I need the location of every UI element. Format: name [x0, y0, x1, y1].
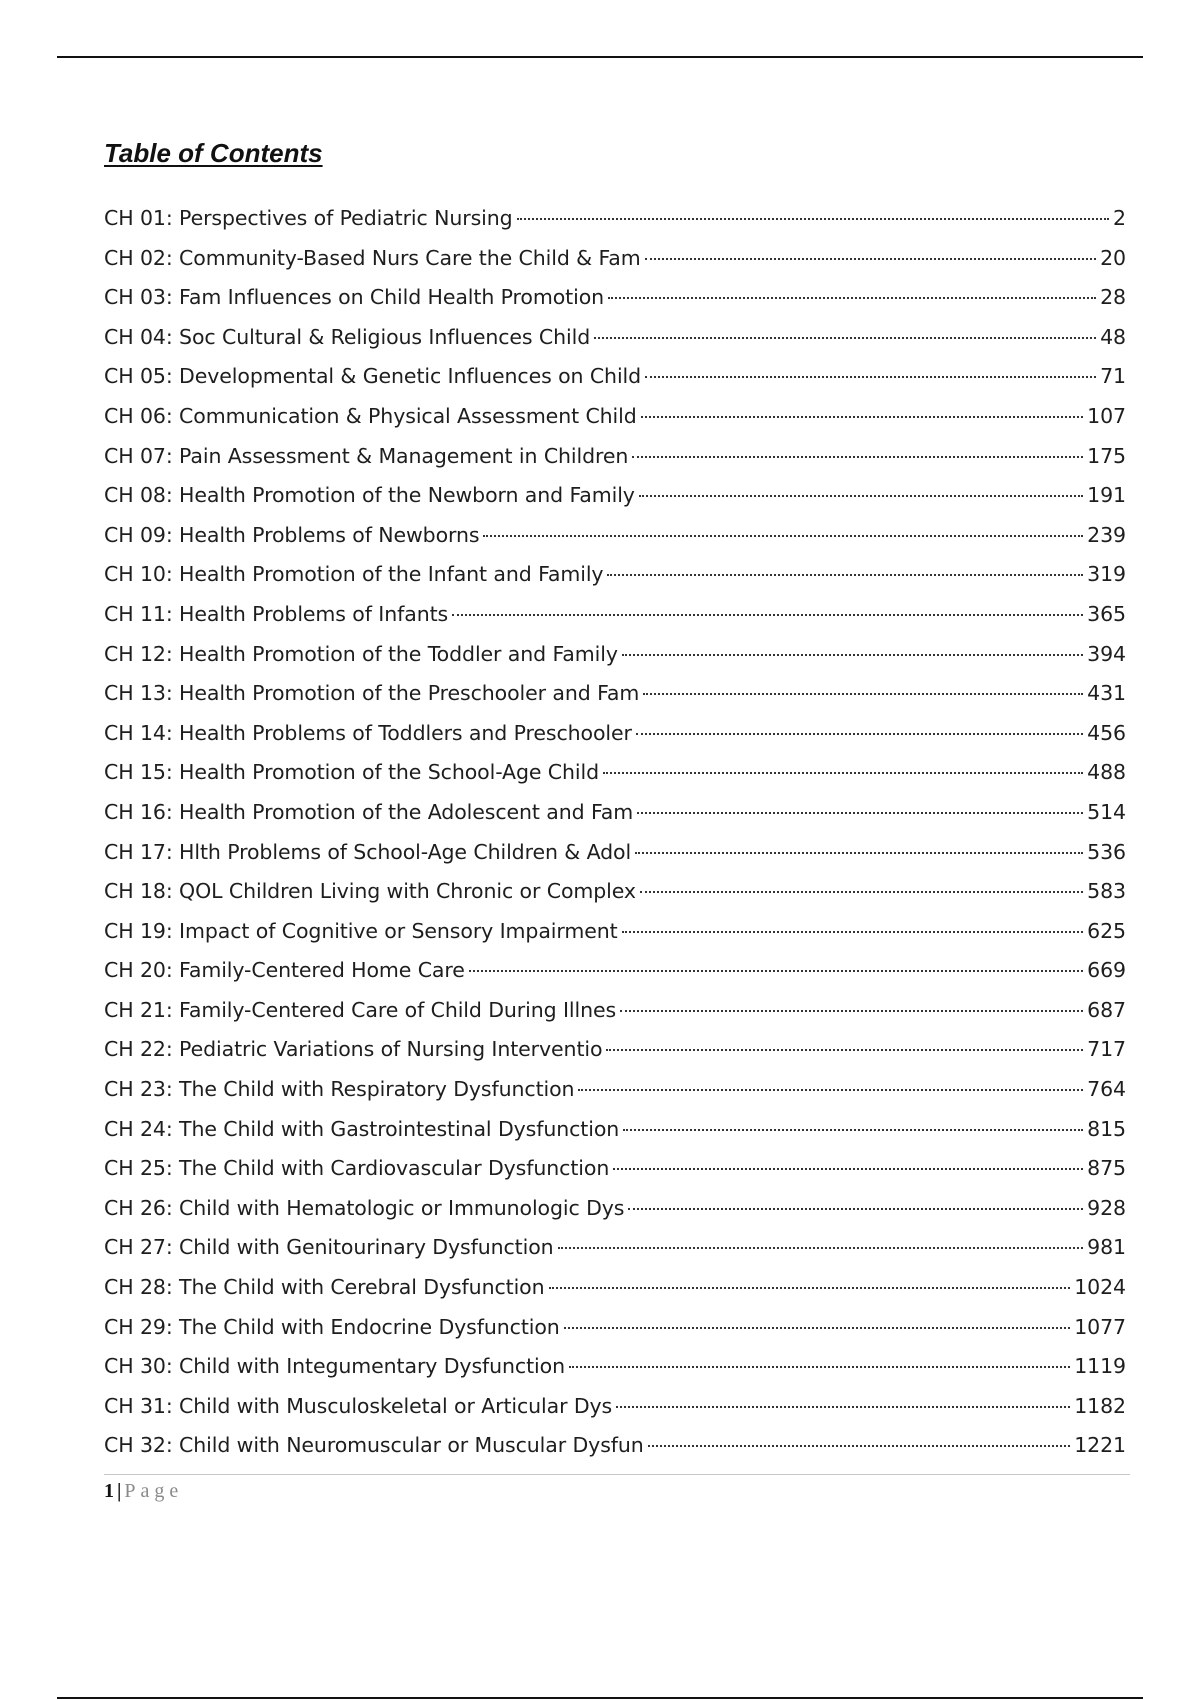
toc-entry-page: 319 [1087, 562, 1126, 587]
toc-entry-page: 687 [1087, 997, 1126, 1022]
toc-entry-page: 717 [1087, 1037, 1126, 1062]
toc-entry[interactable] [104, 1308, 1126, 1348]
toc-title: Table of Contents [104, 138, 323, 168]
toc-entry-label: CH 32: Child with Neuromuscular or Muscular Dysfun [104, 1433, 644, 1458]
toc-entry-label: CH 27: Child with Genitourinary Dysfunction [104, 1235, 554, 1260]
toc-entry[interactable] [104, 278, 1126, 318]
toc-entry-page: 20 [1100, 245, 1126, 270]
toc-entry[interactable] [104, 1189, 1126, 1229]
toc-entry-page: 764 [1087, 1077, 1126, 1102]
toc-dot-leader [616, 1406, 1070, 1408]
toc-dot-leader [564, 1327, 1071, 1329]
toc-dot-leader [639, 495, 1083, 497]
toc-entry-label: CH 18: QOL Children Living with Chronic or Complex [104, 879, 636, 904]
toc-entry-label: CH 23: The Child with Respiratory Dysfunction [104, 1077, 575, 1102]
toc-entry[interactable] [104, 1228, 1126, 1268]
toc-dot-leader [483, 535, 1083, 537]
toc-entry-page: 71 [1100, 364, 1126, 389]
toc-entry-label: CH 16: Health Promotion of the Adolescent and Fam [104, 799, 634, 824]
toc-entry[interactable] [104, 239, 1126, 279]
toc-entry[interactable] [104, 793, 1126, 833]
toc-entry[interactable] [104, 951, 1126, 991]
toc-entry-label: CH 19: Impact of Cognitive or Sensory Impairment [104, 918, 618, 943]
toc-entry[interactable] [104, 674, 1126, 714]
toc-entry[interactable] [104, 318, 1126, 358]
toc-entry-page: 456 [1087, 720, 1126, 745]
toc-entry-page: 875 [1087, 1156, 1126, 1181]
toc-entry-page: 2 [1113, 206, 1126, 230]
toc-entry-label: CH 13: Health Promotion of the Preschooler and Fam [104, 681, 640, 706]
toc-list [104, 199, 1126, 1466]
toc-entry-label: CH 29: The Child with Endocrine Dysfunction [104, 1314, 560, 1339]
toc-entry[interactable] [104, 912, 1126, 952]
toc-entry-label: CH 25: The Child with Cardiovascular Dysfunction [104, 1156, 610, 1181]
toc-dot-leader [452, 614, 1083, 616]
toc-entry-label: CH 30: Child with Integumentary Dysfunction [104, 1354, 565, 1379]
toc-dot-leader [622, 931, 1084, 933]
toc-dot-leader [622, 654, 1083, 656]
toc-entry-label: CH 06: Communication & Physical Assessment Child [104, 403, 637, 428]
toc-entry-label: CH 20: Family-Centered Home Care [104, 958, 465, 983]
toc-entry-label: CH 03: Fam Influences on Child Health Promotion [104, 285, 605, 310]
toc-entry-label: CH 05: Developmental & Genetic Influences on Child [104, 364, 642, 389]
toc-dot-leader [648, 1445, 1071, 1447]
toc-entry-page: 981 [1087, 1235, 1126, 1260]
toc-entry-page: 1182 [1074, 1393, 1126, 1418]
toc-entry-label: CH 14: Health Problems of Toddlers and Preschooler [104, 720, 632, 745]
toc-entry-page: 488 [1087, 760, 1126, 785]
toc-entry-label: CH 15: Health Promotion of the School-Age Child [104, 760, 600, 785]
toc-entry-label: CH 26: Child with Hematologic or Immunologic Dys [104, 1195, 625, 1220]
toc-entry[interactable] [104, 991, 1126, 1031]
toc-entry[interactable] [104, 714, 1126, 754]
toc-entry-page: 928 [1087, 1195, 1126, 1220]
toc-dot-leader [641, 416, 1084, 418]
toc-entry[interactable] [104, 1347, 1126, 1387]
toc-entry-page: 815 [1087, 1116, 1126, 1141]
top-rule [57, 56, 1143, 58]
toc-dot-leader [620, 1010, 1083, 1012]
toc-entry-page: 514 [1087, 799, 1126, 824]
toc-dot-leader [636, 733, 1083, 735]
toc-entry-page: 1119 [1074, 1354, 1126, 1379]
toc-dot-leader [607, 574, 1083, 576]
toc-entry[interactable] [104, 635, 1126, 675]
toc-entry-page: 48 [1100, 324, 1126, 349]
toc-entry-label: CH 09: Health Problems of Newborns [104, 522, 480, 547]
toc-dot-leader [569, 1366, 1070, 1368]
toc-entry-label: CH 08: Health Promotion of the Newborn and Family [104, 483, 635, 508]
toc-dot-leader [640, 891, 1083, 893]
bottom-rule [57, 1697, 1143, 1699]
toc-dot-leader [628, 1208, 1083, 1210]
toc-dot-leader [613, 1168, 1083, 1170]
toc-dot-leader [637, 812, 1083, 814]
toc-dot-leader [469, 970, 1083, 972]
footer-separator: | [117, 1480, 122, 1502]
toc-entry-label: CH 28: The Child with Cerebral Dysfunction [104, 1275, 545, 1300]
page-footer [104, 1478, 183, 1504]
toc-entry[interactable] [104, 1149, 1126, 1189]
toc-entry[interactable] [104, 753, 1126, 793]
toc-entry[interactable] [104, 1110, 1126, 1150]
toc-entry-page: 625 [1087, 918, 1126, 943]
toc-entry-label: CH 01: Perspectives of Pediatric Nursing [104, 206, 513, 230]
toc-dot-leader [645, 376, 1096, 378]
toc-entry-page: 431 [1087, 681, 1126, 706]
toc-dot-leader [635, 852, 1083, 854]
toc-entry-label: CH 22: Pediatric Variations of Nursing Interventio [104, 1037, 603, 1062]
toc-entry-page: 107 [1087, 403, 1126, 428]
toc-entry[interactable] [104, 833, 1126, 873]
toc-entry[interactable] [104, 872, 1126, 912]
toc-dot-leader [645, 258, 1096, 260]
toc-dot-leader [632, 456, 1083, 458]
toc-entry[interactable] [104, 595, 1126, 635]
toc-entry-page: 536 [1087, 839, 1126, 864]
toc-entry-label: CH 21: Family-Centered Care of Child During Illnes [104, 997, 617, 1022]
toc-entry-label: CH 07: Pain Assessment & Management in Children [104, 443, 629, 468]
toc-entry-label: CH 12: Health Promotion of the Toddler and Family [104, 641, 618, 666]
footer-page-label: Page [124, 1480, 184, 1502]
toc-entry-page: 175 [1087, 443, 1126, 468]
toc-dot-leader [549, 1287, 1071, 1289]
toc-dot-leader [558, 1247, 1084, 1249]
toc-entry[interactable] [104, 1268, 1126, 1308]
toc-entry[interactable] [104, 437, 1126, 477]
toc-dot-leader [623, 1129, 1083, 1131]
toc-entry-label: CH 10: Health Promotion of the Infant and Family [104, 562, 604, 587]
toc-entry[interactable] [104, 397, 1126, 437]
footer-rule [104, 1474, 1130, 1475]
footer-page-number: 1 [104, 1480, 114, 1502]
toc-entry-label: CH 11: Health Problems of Infants [104, 601, 449, 626]
toc-entry-page: 1024 [1074, 1275, 1126, 1300]
toc-entry-page: 365 [1087, 601, 1126, 626]
toc-entry[interactable] [104, 1070, 1126, 1110]
toc-dot-leader [578, 1089, 1083, 1091]
toc-dot-leader [517, 218, 1109, 220]
toc-entry-label: CH 04: Soc Cultural & Religious Influences Child [104, 324, 591, 349]
toc-entry[interactable] [104, 1426, 1126, 1466]
toc-dot-leader [594, 337, 1096, 339]
toc-entry-page: 239 [1087, 522, 1126, 547]
toc-entry-label: CH 02: Community-Based Nurs Care the Child & Fam [104, 245, 641, 270]
toc-entry[interactable] [104, 476, 1126, 516]
toc-entry-label: CH 17: Hlth Problems of School-Age Children & Adol [104, 839, 632, 864]
toc-entry-label: CH 24: The Child with Gastrointestinal Dysfunction [104, 1116, 620, 1141]
toc-entry[interactable] [104, 555, 1126, 595]
toc-entry-page: 1077 [1074, 1314, 1126, 1339]
toc-dot-leader [603, 772, 1083, 774]
toc-entry-page: 394 [1087, 641, 1126, 666]
toc-entry-page: 28 [1100, 285, 1126, 310]
toc-entry-label: CH 31: Child with Musculoskeletal or Articular Dys [104, 1393, 613, 1418]
toc-dot-leader [643, 693, 1083, 695]
toc-entry-page: 1221 [1074, 1433, 1126, 1458]
toc-entry[interactable] [104, 1030, 1126, 1070]
toc-entry-page: 191 [1087, 483, 1126, 508]
toc-dot-leader [606, 1049, 1083, 1051]
toc-entry-page: 583 [1087, 879, 1126, 904]
toc-entry[interactable] [104, 357, 1126, 397]
toc-entry[interactable] [104, 199, 1126, 239]
toc-dot-leader [608, 297, 1096, 299]
toc-entry[interactable] [104, 1387, 1126, 1427]
toc-entry-page: 669 [1087, 958, 1126, 983]
toc-entry[interactable] [104, 516, 1126, 556]
